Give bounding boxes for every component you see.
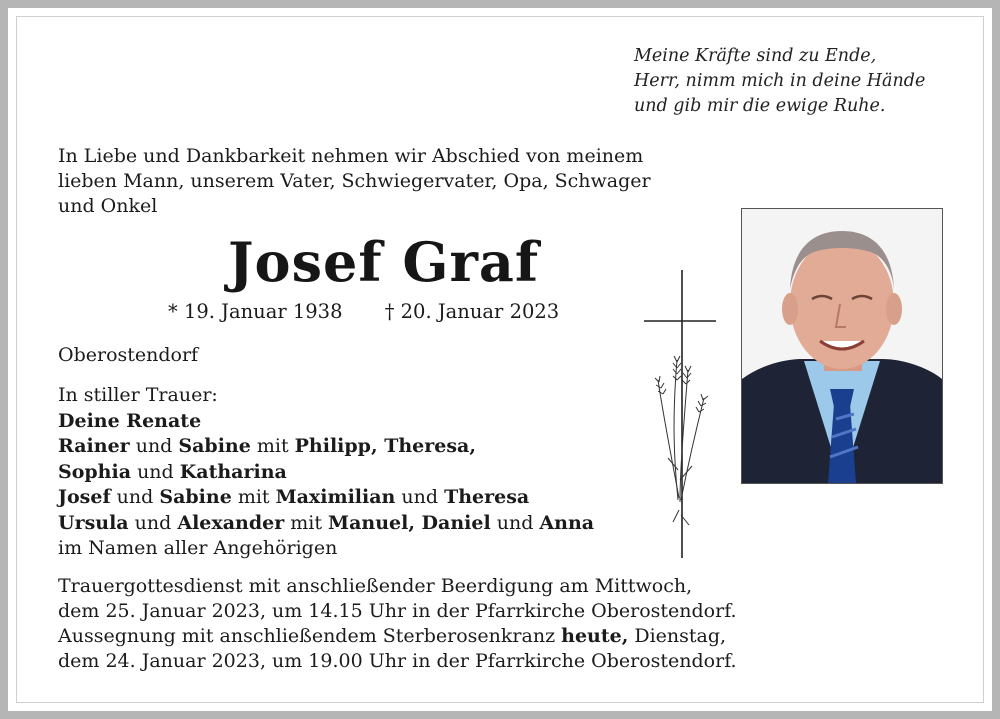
mourners-closing: im Namen aller Angehörigen bbox=[58, 537, 338, 559]
mourner-name: Maximilian bbox=[275, 486, 396, 508]
mourner-line bbox=[58, 485, 594, 511]
mourners-list bbox=[58, 383, 594, 562]
mourner-name: Manuel, Daniel bbox=[328, 511, 491, 534]
obituary-card bbox=[8, 8, 992, 711]
mourner-name: Anna bbox=[539, 511, 595, 534]
connector: und bbox=[128, 511, 178, 534]
intro-line: In Liebe und Dankbarkeit nehmen wir Abschied von meinem bbox=[58, 145, 644, 167]
mourner-line: Deine Renate bbox=[58, 409, 202, 432]
death-date: † 20. Januar 2023 bbox=[384, 300, 560, 323]
connector: mit bbox=[250, 435, 295, 457]
service-line: dem 24. Januar 2023, um 19.00 Uhr in der Pfarrkirche Oberostendorf. bbox=[58, 650, 737, 672]
connector: mit bbox=[284, 511, 329, 534]
service-text: Dienstag, bbox=[628, 625, 727, 647]
connector: und bbox=[110, 486, 160, 508]
service-line: dem 25. Januar 2023, um 14.15 Uhr in der Pfarrkirche Oberostendorf. bbox=[58, 600, 737, 622]
mourner-line bbox=[58, 460, 594, 486]
mourner-name: Sabine bbox=[159, 486, 232, 508]
intro-text bbox=[58, 144, 651, 219]
deceased-name: Josef Graf bbox=[228, 230, 540, 294]
verse-line: Herr, nimm mich in deine Hände bbox=[634, 71, 926, 91]
mourner-name: Theresa bbox=[444, 486, 530, 508]
birth-date: * 19. Januar 1938 bbox=[168, 300, 343, 323]
mourner-name: Katharina bbox=[179, 460, 287, 483]
service-line bbox=[58, 624, 737, 649]
verse-line: Meine Kräfte sind zu Ende, bbox=[634, 46, 877, 66]
mourner-name: Ursula bbox=[58, 511, 129, 534]
service-text: Aussegnung mit anschließendem Sterberosenkranz bbox=[58, 625, 562, 647]
connector: und bbox=[395, 486, 445, 508]
mourner-line bbox=[58, 511, 594, 537]
connector: und bbox=[129, 435, 179, 457]
mourner-name: Josef bbox=[58, 486, 111, 508]
mourner-name: Sabine bbox=[178, 435, 251, 457]
service-emphasis: heute, bbox=[561, 625, 629, 647]
mourner-line bbox=[58, 434, 594, 460]
mourners-heading: In stiller Trauer: bbox=[58, 384, 218, 406]
service-line: Trauergottesdienst mit anschließender Beerdigung am Mittwoch, bbox=[58, 575, 693, 597]
verse bbox=[634, 44, 925, 119]
connector: und bbox=[490, 511, 540, 534]
connector: mit bbox=[231, 486, 276, 508]
intro-line: lieben Mann, unserem Vater, Schwiegervater, Opa, Schwager bbox=[58, 170, 651, 192]
intro-line: und Onkel bbox=[58, 195, 158, 217]
cross-with-wheat-icon bbox=[644, 270, 720, 562]
verse-line: und gib mir die ewige Ruhe. bbox=[634, 96, 886, 116]
portrait-photo bbox=[741, 208, 943, 484]
life-dates bbox=[168, 300, 559, 323]
hometown: Oberostendorf bbox=[58, 344, 199, 366]
mourner-name: Rainer bbox=[58, 435, 130, 457]
connector: und bbox=[131, 460, 180, 483]
mourner-name: Philipp, Theresa, bbox=[294, 435, 476, 457]
service-details bbox=[58, 574, 737, 674]
mourner-name: Alexander bbox=[177, 511, 285, 534]
mourner-name: Sophia bbox=[58, 460, 132, 483]
